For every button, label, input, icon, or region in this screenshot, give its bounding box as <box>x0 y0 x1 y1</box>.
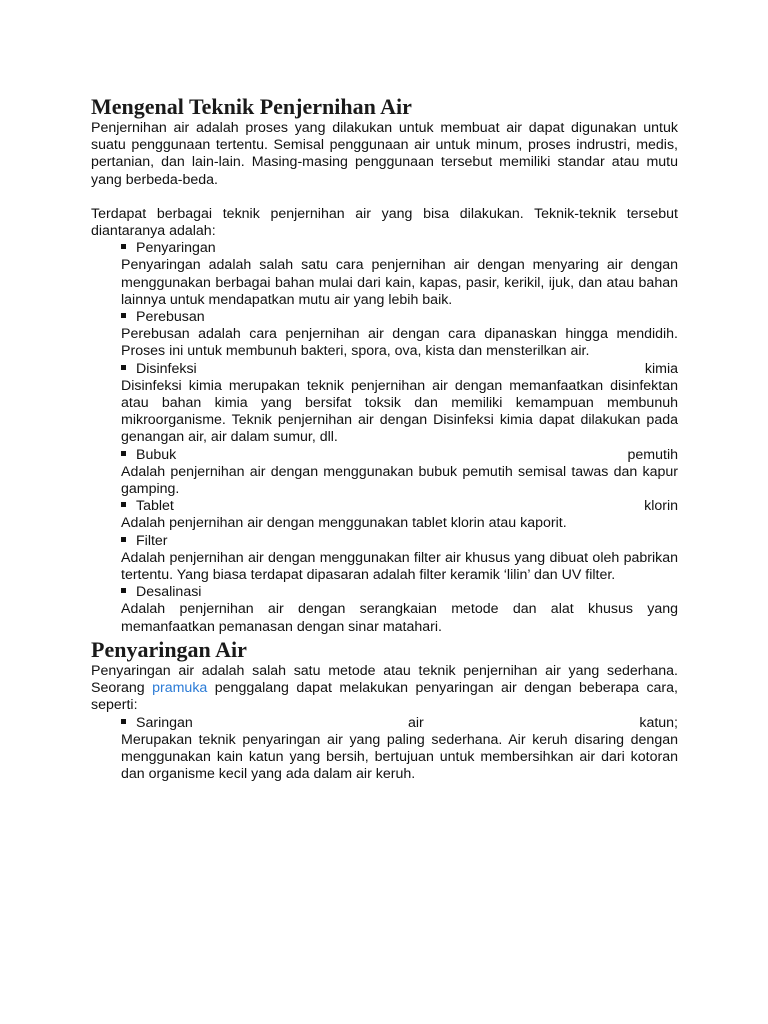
list-item <box>91 309 678 361</box>
bullet-icon <box>121 502 126 507</box>
list-item-desc: Disinfeksi kimia merupakan teknik penjernihan air dengan memanfaatkan disinfektan atau bahan kimia yang bersifat toksik dan memiliki kemampuan membunuh mikroorganisme. Teknik penjernihan air dengan Disinfeksi kimia dapat dilakukan pada genangan air, air dalam sumur, dll. <box>121 377 678 446</box>
paragraph-text: penggalang dapat melakukan penyaringan air dengan beberapa cara, seperti: <box>91 680 678 714</box>
list-item-desc: Merupakan teknik penyaringan air yang paling sederhana. Air keruh disaring dengan menggunakan kain katun yang bersih, bertujuan untuk membersihkan air dari kotoran dan organisme kecil yang ada dalam air keruh. <box>121 731 678 783</box>
bullet-icon <box>121 244 126 249</box>
list-item-title: Bubuk <box>136 446 177 463</box>
penyaringan-paragraph <box>91 663 678 715</box>
list-item-tail: kimia <box>644 360 678 377</box>
list-item-title: Filter <box>136 532 168 549</box>
bullet-icon <box>121 537 126 542</box>
list-item-head <box>91 240 678 257</box>
pramuka-link[interactable]: pramuka <box>152 680 208 697</box>
list-item-head <box>91 715 678 732</box>
list-item <box>91 584 678 636</box>
bullet-icon <box>121 365 126 370</box>
list-item-desc: Penyaringan adalah salah satu cara penjernihan air dengan menyaring air dengan menggunakan berbagai bahan mulai dari kain, kapas, pasir, kerikil, ijuk, dan atau bahan lainnya untuk mendapatkan mutu air yang lebih baik. <box>121 257 678 308</box>
list-item-head <box>91 361 678 378</box>
list-item-desc: Adalah penjernihan air dengan serangkaian metode dan alat khusus yang memanfaatkan pemanasan dengan sinar matahari. <box>121 601 678 635</box>
list-item-desc: Adalah penjernihan air dengan menggunakan tablet klorin atau kaporit. <box>121 515 567 532</box>
list-item-title: Penyaringan <box>136 240 216 257</box>
heading-penyaringan-air: Penyaringan Air <box>91 636 247 662</box>
bullet-icon <box>121 313 126 318</box>
list-item-head <box>91 447 678 464</box>
list-item <box>91 447 678 499</box>
list-item-tail: klorin <box>644 498 678 515</box>
document-content <box>91 94 678 783</box>
list-item-head <box>91 309 678 326</box>
list-item <box>91 715 678 784</box>
list-item-head <box>91 533 678 550</box>
list-item-tail: katun; <box>639 714 678 731</box>
method-list <box>91 715 678 784</box>
list-item <box>91 361 678 447</box>
list-item-head <box>91 498 678 515</box>
paragraph-spacer <box>91 189 678 206</box>
intro-paragraph-2: Terdapat berbagai teknik penjernihan air yang bisa dilakukan. Teknik-teknik tersebut diantaranya adalah: <box>91 205 678 240</box>
list-item-title: Perebusan <box>136 309 205 326</box>
bullet-icon <box>121 451 126 456</box>
list-item-title: Tablet <box>136 498 174 515</box>
bullet-icon <box>121 719 126 724</box>
paragraph-text: Penyaringan air adalah salah satu metode atau teknik penjernihan air yang sederhana. Seorang <box>91 662 678 697</box>
list-item-title: Desalinasi <box>136 584 202 601</box>
list-item-desc: Adalah penjernihan air dengan menggunakan bubuk pemutih semisal tawas dan kapur gamping. <box>121 463 678 498</box>
list-item-desc: Adalah penjernihan air dengan menggunakan filter air khusus yang dibuat oleh pabrikan tertentu. Yang biasa terdapat dipasaran adalah filter keramik ‘lilin’ dan UV filter. <box>121 549 678 584</box>
list-item <box>91 240 678 309</box>
heading-mengenal-teknik: Mengenal Teknik Penjernihan Air <box>91 94 412 119</box>
technique-list <box>91 240 678 636</box>
list-item <box>91 498 678 532</box>
list-item-title: Disinfeksi <box>136 360 197 377</box>
list-item-desc: Perebusan adalah cara penjernihan air dengan cara dipanaskan hingga mendidih. Proses ini untuk membunuh bakteri, spora, ova, kista dan mensterilkan air. <box>121 326 678 360</box>
list-item <box>91 533 678 585</box>
list-item-title: Saringan <box>136 714 193 731</box>
list-item-tail: pemutih <box>627 446 678 463</box>
intro-paragraph: Penjernihan air adalah proses yang dilakukan untuk membuat air dapat digunakan untuk suatu penggunaan tertentu. Semisal penggunaan air untuk minum, proses indrustri, medis, pertanian, dan lain-lain. Masing-masing penggunaan tersebut memiliki standar atau mutu yang berbeda-beda. <box>91 120 678 188</box>
bullet-icon <box>121 588 126 593</box>
list-item-mid: air <box>408 714 424 731</box>
list-item-head <box>91 584 678 601</box>
